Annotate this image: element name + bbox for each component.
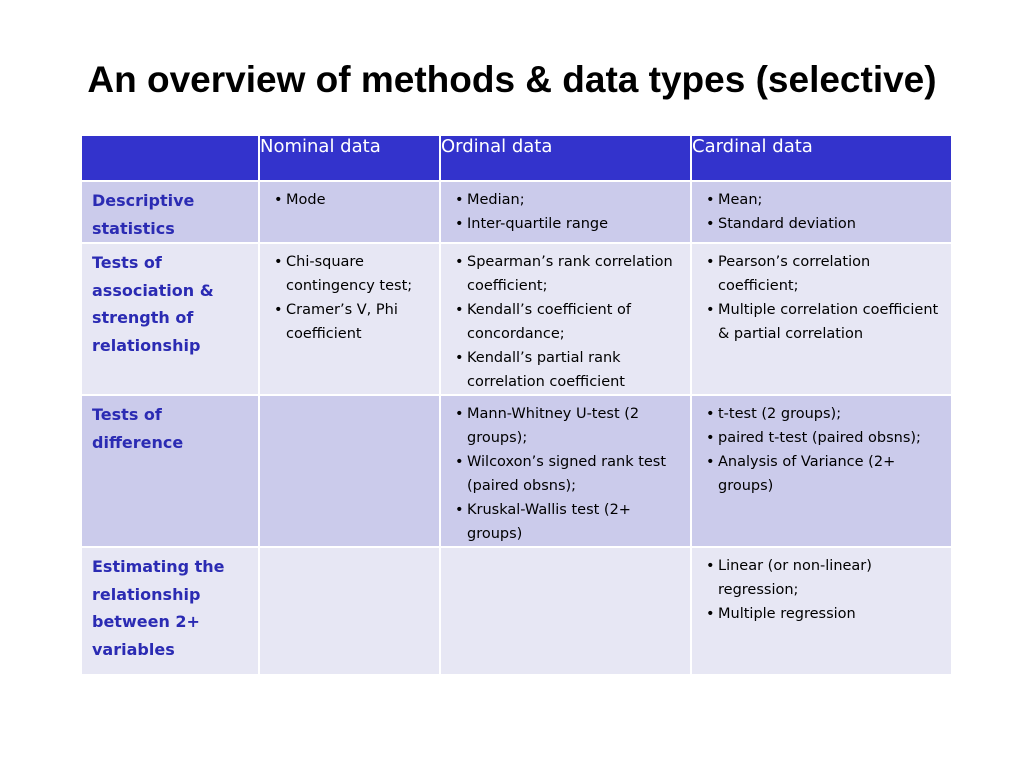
bullet-item bbox=[700, 402, 945, 426]
methods-table bbox=[80, 134, 953, 676]
bullet-text: paired t-test (paired obsns); bbox=[718, 430, 921, 446]
bullet-text: Linear (or non-linear) regression; bbox=[718, 558, 872, 598]
bullet-icon: • bbox=[706, 558, 715, 574]
header-cell-ordinal: Ordinal data bbox=[440, 135, 691, 181]
row-header-cell: Tests of association & strength of relationship bbox=[81, 243, 259, 395]
bullet-text: Inter-quartile range bbox=[467, 216, 609, 232]
header-cell-corner bbox=[81, 135, 259, 181]
bullet-icon: • bbox=[706, 302, 715, 318]
bullet-item bbox=[449, 298, 684, 346]
bullet-text: Mann-Whitney U-test (2 groups); bbox=[467, 406, 640, 446]
bullet-item bbox=[449, 498, 684, 546]
cell-ordinal bbox=[440, 243, 691, 395]
bullet-icon: • bbox=[706, 430, 715, 446]
bullet-item bbox=[449, 346, 684, 394]
bullet-text: Multiple correlation coefficient & partial correlation bbox=[718, 302, 939, 342]
row-header-cell: Descriptive statistics bbox=[81, 181, 259, 243]
header-cell-nominal: Nominal data bbox=[259, 135, 440, 181]
table-row bbox=[81, 181, 952, 243]
bullet-icon: • bbox=[455, 302, 464, 318]
bullet-list bbox=[692, 548, 951, 626]
bullet-icon: • bbox=[274, 192, 283, 208]
bullet-text: Multiple regression bbox=[718, 606, 856, 622]
bullet-icon: • bbox=[706, 406, 715, 422]
bullet-item bbox=[700, 188, 945, 212]
header-cell-cardinal: Cardinal data bbox=[691, 135, 952, 181]
bullet-item bbox=[700, 450, 945, 498]
cell-nominal bbox=[259, 181, 440, 243]
bullet-item bbox=[700, 602, 945, 626]
bullet-icon: • bbox=[455, 350, 464, 366]
bullet-icon: • bbox=[455, 192, 464, 208]
bullet-text: Kendall’s partial rank correlation coefficient bbox=[467, 350, 625, 390]
bullet-icon: • bbox=[455, 502, 464, 518]
cell-ordinal bbox=[440, 395, 691, 547]
bullet-list bbox=[441, 244, 690, 394]
bullet-text: Analysis of Variance (2+ groups) bbox=[718, 454, 896, 494]
bullet-text: Median; bbox=[467, 192, 525, 208]
cell-ordinal bbox=[440, 547, 691, 675]
cell-cardinal bbox=[691, 395, 952, 547]
row-header-cell: Tests of difference bbox=[81, 395, 259, 547]
bullet-icon: • bbox=[706, 192, 715, 208]
bullet-icon: • bbox=[706, 254, 715, 270]
bullet-text: Cramer’s V, Phi coefficient bbox=[286, 302, 398, 342]
bullet-item bbox=[268, 188, 433, 212]
cell-nominal bbox=[259, 547, 440, 675]
cell-nominal bbox=[259, 243, 440, 395]
bullet-item bbox=[449, 212, 684, 236]
bullet-item bbox=[449, 450, 684, 498]
cell-nominal bbox=[259, 395, 440, 547]
table-row bbox=[81, 547, 952, 675]
bullet-text: Pearson’s correlation coefficient; bbox=[718, 254, 871, 294]
bullet-icon: • bbox=[274, 302, 283, 318]
slide-title: An overview of methods & data types (selective) bbox=[87, 59, 937, 100]
bullet-icon: • bbox=[455, 254, 464, 270]
bullet-icon: • bbox=[274, 254, 283, 270]
bullet-text: Kendall’s coefficient of concordance; bbox=[467, 302, 631, 342]
cell-cardinal bbox=[691, 181, 952, 243]
table-row bbox=[81, 395, 952, 547]
cell-ordinal bbox=[440, 181, 691, 243]
bullet-text: Standard deviation bbox=[718, 216, 856, 232]
bullet-icon: • bbox=[706, 216, 715, 232]
bullet-list bbox=[692, 182, 951, 236]
bullet-list bbox=[260, 244, 439, 346]
bullet-item bbox=[700, 250, 945, 298]
bullet-icon: • bbox=[455, 216, 464, 232]
bullet-list bbox=[441, 396, 690, 546]
bullet-item bbox=[449, 188, 684, 212]
bullet-list bbox=[692, 396, 951, 498]
bullet-text: Spearman’s rank correlation coefficient; bbox=[467, 254, 673, 294]
bullet-list bbox=[260, 182, 439, 212]
bullet-icon: • bbox=[455, 454, 464, 470]
bullet-item bbox=[449, 250, 684, 298]
bullet-icon: • bbox=[706, 606, 715, 622]
table-header-row bbox=[81, 135, 952, 181]
bullet-icon: • bbox=[706, 454, 715, 470]
bullet-text: Wilcoxon’s signed rank test (paired obsns); bbox=[467, 454, 667, 494]
bullet-item bbox=[268, 298, 433, 346]
bullet-text: Chi-square contingency test; bbox=[286, 254, 413, 294]
bullet-list bbox=[441, 182, 690, 236]
bullet-text: Mean; bbox=[718, 192, 763, 208]
bullet-list bbox=[692, 244, 951, 346]
cell-cardinal bbox=[691, 243, 952, 395]
bullet-item bbox=[449, 402, 684, 450]
table-row bbox=[81, 243, 952, 395]
bullet-icon: • bbox=[455, 406, 464, 422]
bullet-item bbox=[268, 250, 433, 298]
bullet-item bbox=[700, 426, 945, 450]
cell-cardinal bbox=[691, 547, 952, 675]
bullet-item bbox=[700, 554, 945, 602]
bullet-item bbox=[700, 212, 945, 236]
bullet-text: Mode bbox=[286, 192, 326, 208]
bullet-text: Kruskal-Wallis test (2+ groups) bbox=[467, 502, 631, 542]
bullet-text: t-test (2 groups); bbox=[718, 406, 842, 422]
bullet-item bbox=[700, 298, 945, 346]
row-header-cell: Estimating the relationship between 2+ variables bbox=[81, 547, 259, 675]
